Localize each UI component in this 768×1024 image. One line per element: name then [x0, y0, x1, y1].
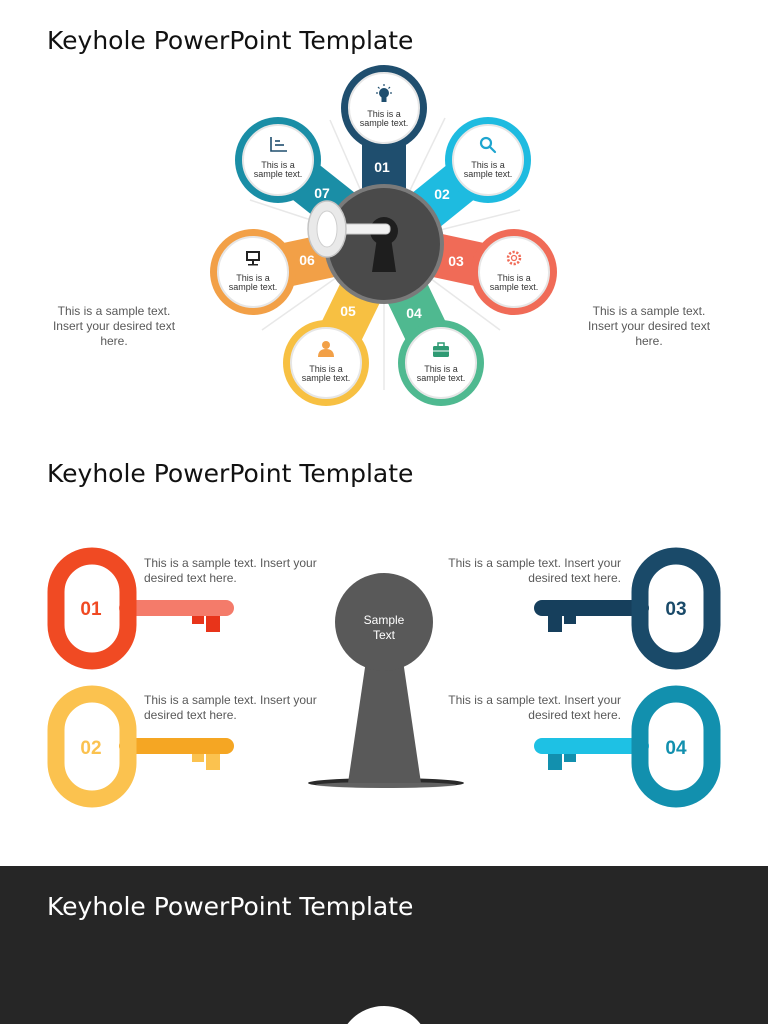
right-description: This is a sample text. Insert your desired text here.	[587, 304, 711, 348]
partial-graphic	[0, 866, 768, 1024]
key-number: 04	[665, 738, 687, 759]
key-01-text: This is a sample text. Insert your desired text here.	[144, 556, 317, 585]
petal-text-line2: sample text.	[301, 373, 351, 383]
key-01[interactable]	[56, 556, 234, 661]
petal-number: 01	[374, 159, 390, 175]
petal-text-line1: This is a	[236, 273, 270, 283]
center-text-line1: Sample	[363, 613, 405, 627]
petal-number: 05	[340, 303, 356, 319]
slide-dark	[0, 866, 768, 1024]
center-keyhole	[308, 573, 464, 788]
petal-number: 07	[314, 185, 330, 201]
petal-text-line1: This is a	[367, 109, 401, 119]
slide-keyhole-flower	[0, 0, 768, 430]
petal-number: 04	[406, 305, 422, 321]
petal-number: 03	[448, 253, 464, 269]
petal-text-line2: sample text.	[489, 282, 539, 292]
key-03[interactable]	[534, 556, 712, 661]
slide-title: Keyhole PowerPoint Template	[47, 26, 414, 55]
petal-text-line1: This is a	[261, 160, 295, 170]
petal-number: 06	[299, 252, 315, 268]
petal-text-line2: sample text.	[228, 282, 278, 292]
petal-text-line2: sample text.	[463, 169, 513, 179]
slide-title: Keyhole PowerPoint Template	[47, 892, 414, 921]
slide-keys	[0, 433, 768, 865]
petal-number: 02	[434, 186, 450, 202]
petal-text-line1: This is a	[424, 364, 458, 374]
key-number: 02	[80, 738, 102, 759]
petal-text-line2: sample text.	[253, 169, 303, 179]
keyhole-flower-diagram	[0, 0, 768, 430]
key-04[interactable]	[534, 694, 712, 799]
key-02[interactable]	[56, 694, 234, 799]
white-circle-partial	[338, 1006, 430, 1024]
keys-diagram	[0, 433, 768, 865]
petal-text-line2: sample text.	[416, 373, 466, 383]
slide-title: Keyhole PowerPoint Template	[47, 459, 414, 488]
key-number: 03	[665, 599, 687, 620]
key-04-text: This is a sample text. Insert your desired text here.	[448, 693, 621, 722]
petal-text-line1: This is a	[471, 160, 505, 170]
key-03-text: This is a sample text. Insert your desired text here.	[448, 556, 621, 585]
petal-text-line1: This is a	[497, 273, 531, 283]
left-description: This is a sample text. Insert your desired text here.	[52, 304, 176, 348]
key-number: 01	[80, 599, 102, 620]
petal-text-line2: sample text.	[359, 118, 409, 128]
key-02-text: This is a sample text. Insert your desired text here.	[144, 693, 317, 722]
center-text-line2: Text	[372, 628, 396, 642]
petal-text-line1: This is a	[309, 364, 343, 374]
